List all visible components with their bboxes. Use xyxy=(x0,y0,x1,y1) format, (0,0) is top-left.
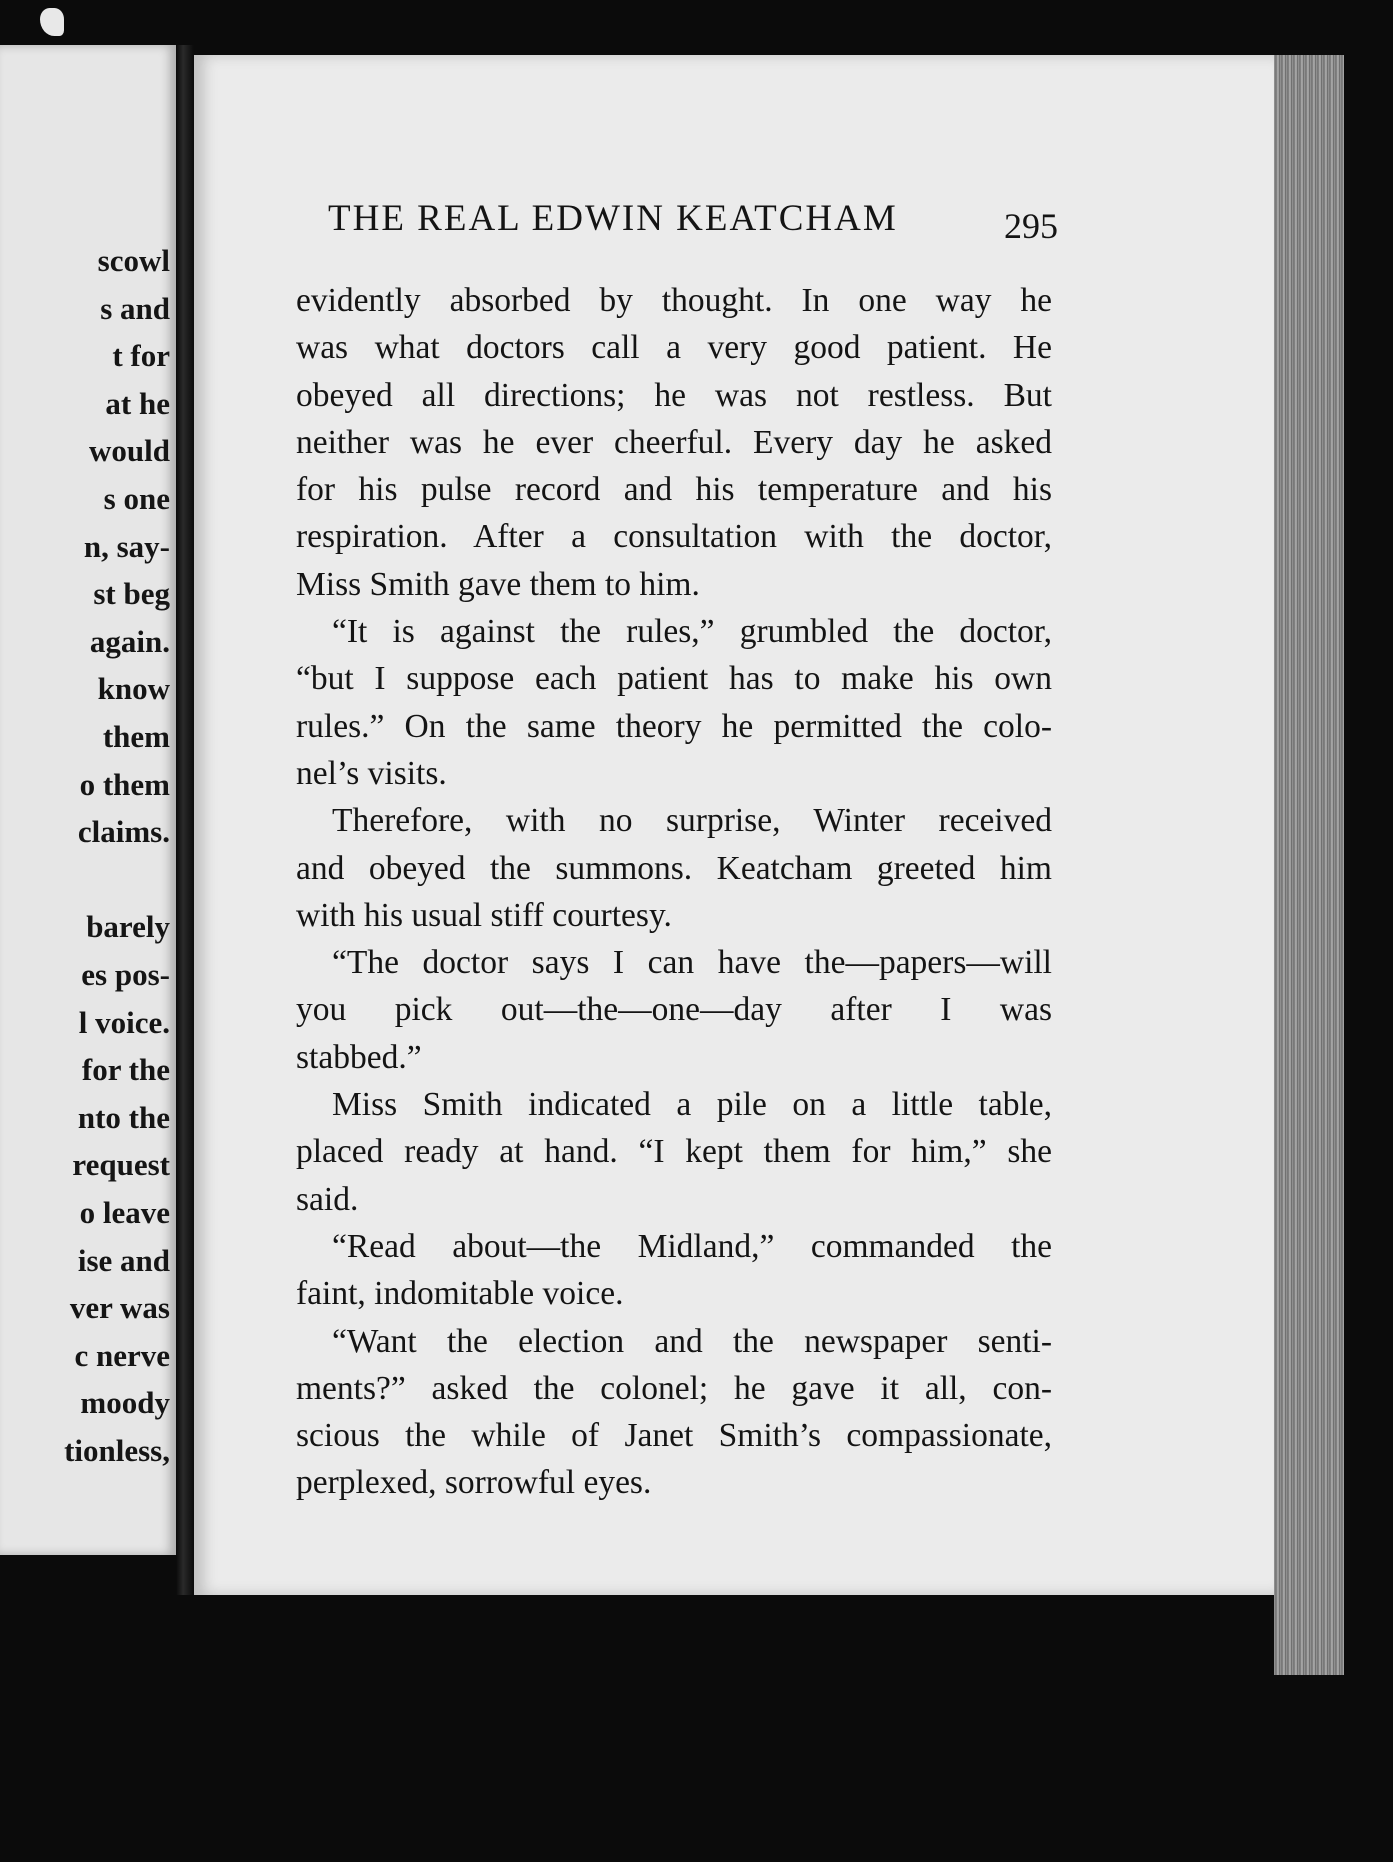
text-line: Miss Smith indicated a pile on a little table, xyxy=(332,1086,1052,1124)
left-page-line: barely xyxy=(86,909,170,945)
text-line: you pick out—the—one—day after I was xyxy=(296,991,1052,1029)
left-page-line: know xyxy=(97,671,170,707)
text-line: rules.” On the same theory he permitted the colo- xyxy=(296,707,1052,745)
book-spine xyxy=(176,45,194,1595)
left-page-line: request xyxy=(72,1147,170,1183)
text-line: faint, indomitable voice. xyxy=(296,1275,624,1313)
left-page-line: tionless, xyxy=(64,1433,170,1468)
left-page-line: moody xyxy=(80,1385,170,1421)
text-line: with his usual stiff courtesy. xyxy=(296,896,672,934)
text-line: respiration. After a consultation with the doctor, xyxy=(296,518,1052,556)
left-page-line: t for xyxy=(112,338,170,374)
text-line: Miss Smith gave them to him. xyxy=(296,565,700,603)
body-text xyxy=(296,277,1052,1507)
left-page-line: would xyxy=(89,433,170,469)
text-line: stabbed.” xyxy=(296,1038,422,1076)
left-page-fragment xyxy=(0,45,176,1555)
text-line: obeyed all directions; he was not restless. But xyxy=(296,376,1052,414)
text-line: Therefore, with no surprise, Winter received xyxy=(332,802,1052,840)
text-line: evidently absorbed by thought. In one way he xyxy=(296,282,1052,319)
left-page-line: scowl xyxy=(97,243,170,278)
text-line: “but I suppose each patient has to make his own xyxy=(296,660,1052,698)
left-page-line: s one xyxy=(103,481,170,516)
text-line: “It is against the rules,” grumbled the doctor, xyxy=(332,613,1052,651)
left-page-line: nto the xyxy=(77,1099,170,1135)
scan-border xyxy=(1344,40,1393,1740)
text-line: “Want the election and the newspaper senti- xyxy=(332,1322,1052,1360)
text-line: “Read about—the Midland,” commanded the xyxy=(332,1227,1052,1265)
left-page-line: them xyxy=(102,719,170,754)
left-page-line: s and xyxy=(100,290,170,326)
text-line: scious the while of Janet Smith’s compassionate, xyxy=(296,1417,1052,1455)
left-page-line: ise and xyxy=(77,1242,170,1278)
text-line: and obeyed the summons. Keatcham greeted him xyxy=(296,849,1052,887)
text-line: ments?” asked the colonel; he gave it all, con- xyxy=(296,1369,1052,1407)
left-page-line: ver was xyxy=(69,1290,170,1326)
left-page-line: claims. xyxy=(77,814,170,850)
page-header xyxy=(328,197,1058,257)
left-page-line: o leave xyxy=(79,1195,170,1230)
page-number: 295 xyxy=(1004,206,1058,246)
text-line: “The doctor says I can have the—papers—will xyxy=(332,944,1052,982)
text-line: said. xyxy=(296,1180,359,1218)
text-line: for his pulse record and his temperature and his xyxy=(296,471,1052,509)
left-page-line: again. xyxy=(89,623,170,659)
page-edge xyxy=(1274,55,1344,1675)
left-page-line: l voice. xyxy=(78,1004,170,1040)
left-page-line: at he xyxy=(105,385,170,421)
left-page-line: es pos- xyxy=(81,957,170,992)
text-line: perplexed, sorrowful eyes. xyxy=(296,1464,652,1502)
left-page-line: n, say- xyxy=(83,528,170,564)
left-page-line: o them xyxy=(79,766,170,802)
left-page-line: for the xyxy=(81,1052,170,1088)
text-line: was what doctors call a very good patient. He xyxy=(296,329,1052,367)
left-page-line: st beg xyxy=(93,576,170,612)
scan-artifact xyxy=(40,8,64,36)
running-title: THE REAL EDWIN KEATCHAM xyxy=(328,198,898,239)
text-line: nel’s visits. xyxy=(296,754,447,792)
text-line: placed ready at hand. “I kept them for him,” she xyxy=(296,1133,1052,1171)
left-page-line: c nerve xyxy=(74,1337,170,1373)
text-line: neither was he ever cheerful. Every day he asked xyxy=(296,423,1052,461)
